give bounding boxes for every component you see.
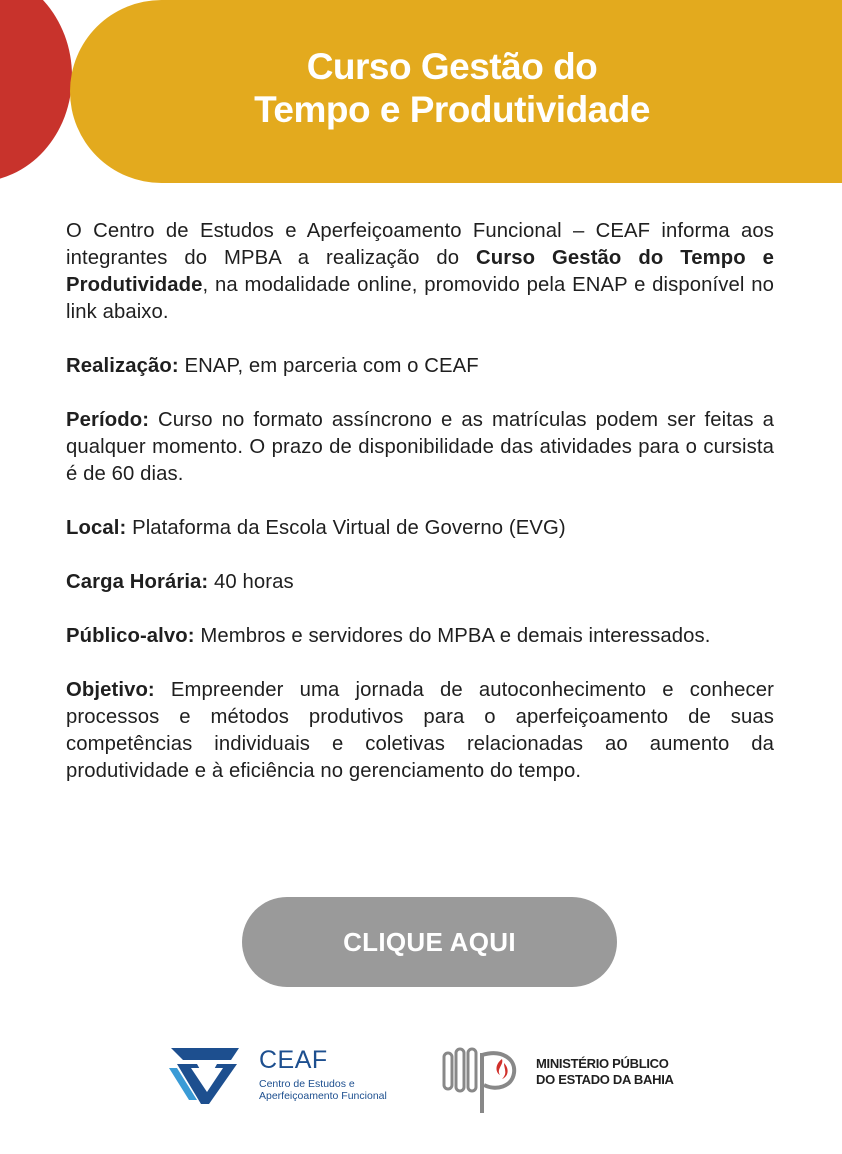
mp-bahia-logo (442, 1045, 692, 1117)
field-value: Membros e servidores do MPBA e demais interessados. (194, 625, 711, 647)
field-local (66, 515, 774, 542)
field-label: Período: (66, 409, 150, 431)
field-label: Público-alvo: (66, 625, 195, 647)
field-label: Objetivo: (66, 679, 155, 701)
field-label: Local: (66, 517, 127, 539)
course-name: Curso Gestão do Tempo e Produtividade (66, 247, 774, 296)
mp-name: MINISTÉRIO PÚBLICO DO ESTADO DA BAHIA (536, 1056, 674, 1087)
field-realizacao (66, 353, 774, 380)
ceaf-logo-icon (167, 1038, 243, 1106)
field-carga-horaria (66, 569, 774, 596)
announcement-body (66, 218, 774, 812)
field-value: ENAP, em parceria com o CEAF (178, 355, 479, 377)
field-value: Plataforma da Escola Virtual de Governo (EVG) (126, 517, 566, 539)
field-label: Realização: (66, 355, 179, 377)
title-line-1: Curso Gestão do (306, 46, 598, 87)
clique-aqui-button[interactable]: CLIQUE AQUI (242, 897, 617, 987)
title-line-2: Tempo e Produtividade (254, 89, 650, 130)
ceaf-subtitle: Centro de Estudos e Aperfeiçoamento Funcional (259, 1078, 387, 1102)
field-periodo (66, 407, 774, 488)
field-value: Empreender uma jornada de autoconhecimento e conhecer processos e métodos produtivos para o aperfeiçoamento de suas competências individuais e coletivas relacionadas ao aumento da produtividade e à eficiência no gerenciamento do tempo. (66, 679, 774, 782)
field-objetivo (66, 677, 774, 785)
field-value: 40 horas (208, 571, 294, 593)
page-title (62, 45, 842, 131)
field-publico-alvo (66, 623, 774, 650)
intro-paragraph: O Centro de Estudos e Aperfeiçoamento Funcional – CEAF informa aos integrantes do MPBA a realização do Curso Gestão do Tempo e Produtividade, na modalidade online, promovido pela ENAP e disponível no link abaixo. (66, 220, 774, 323)
field-value: Curso no formato assíncrono e as matrículas podem ser feitas a qualquer momento. O prazo de disponibilidade das atividades para o cursista é de 60 dias. (66, 409, 774, 485)
field-label: Carga Horária: (66, 571, 209, 593)
mp-logo-icon (442, 1045, 524, 1117)
ceaf-logo (167, 1038, 412, 1108)
ceaf-name: CEAF (259, 1046, 328, 1074)
